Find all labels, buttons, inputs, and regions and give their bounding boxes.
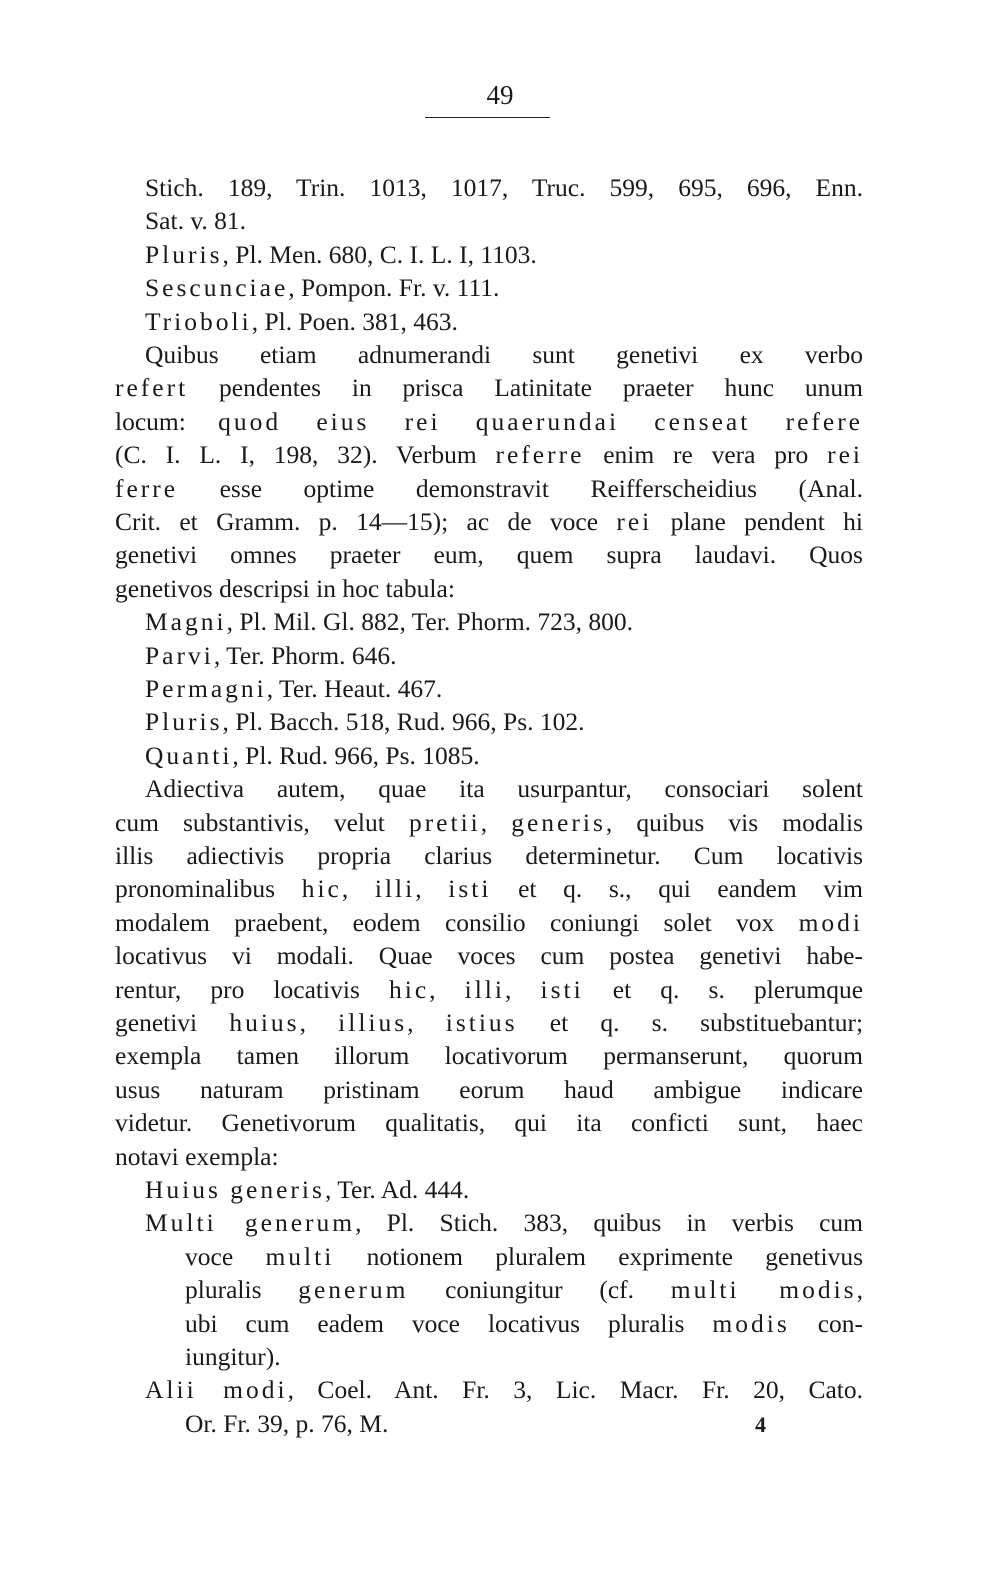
text-line	[185, 1307, 863, 1341]
text-line	[115, 1140, 279, 1174]
text-run: ,	[429, 974, 465, 1004]
text-run: enim re vera pro	[584, 440, 828, 470]
text-run: voce	[185, 1241, 266, 1271]
text-run: notionem pluralem exprimente genetivus	[334, 1241, 863, 1271]
spaced-term: illi	[464, 974, 505, 1004]
spaced-term: isti	[540, 974, 584, 1004]
text-line	[115, 1073, 863, 1107]
spaced-term: Permagni	[145, 674, 267, 703]
text-run: et q. s. substituebantur;	[517, 1008, 864, 1037]
spaced-term: istius	[445, 1008, 518, 1037]
spaced-term: quod eius rei quaerundai censeat refere	[218, 406, 864, 436]
spaced-term: referre	[495, 440, 585, 470]
text-line	[115, 939, 863, 973]
text-line	[115, 973, 863, 1007]
text-run: ,	[407, 1008, 446, 1037]
text-line	[115, 1039, 863, 1073]
text-run: cum substantivis, velut	[115, 807, 409, 837]
text-line	[145, 271, 499, 305]
text-run: , Pl. Bacch. 518, Rud. 966, Ps. 102.	[222, 707, 585, 737]
spaced-term: Trioboli	[145, 306, 252, 336]
text-line	[185, 1240, 863, 1274]
text-run: iungitur).	[185, 1342, 281, 1371]
text-run: esse optime demonstravit Reifferscheidius (Anal.	[178, 473, 863, 503]
spaced-term: Magni	[145, 607, 227, 637]
spaced-term: multi	[265, 1241, 335, 1271]
spaced-term: hic	[388, 974, 430, 1004]
text-run: Stich. 189, Trin. 1013, 1017, Truc. 599, 695, 696, Enn.	[145, 173, 863, 202]
text-run: ,	[480, 807, 512, 837]
spaced-term: Multi generum	[145, 1208, 356, 1238]
text-run: usus naturam pristinam eorum haud ambigue indicare	[115, 1074, 863, 1104]
text-run: et q. s. plerumque	[583, 974, 864, 1004]
text-run: ,	[504, 974, 541, 1004]
text-line	[145, 305, 458, 339]
text-run: Crit. et Gramm. p. 14—15); ac de voce	[115, 507, 617, 536]
page-number: 49	[486, 80, 514, 110]
text-run: Sat. v. 81.	[145, 206, 247, 236]
spaced-term: isti	[448, 874, 492, 904]
text-run: , Pl. Men. 680, C. I. L. I, 1103.	[222, 239, 537, 269]
spaced-term: ferre	[115, 473, 179, 503]
text-line	[145, 739, 480, 773]
text-run: , Pl. Mil. Gl. 882, Ter. Phorm. 723, 800.	[226, 607, 634, 637]
spaced-term: illi	[374, 874, 416, 904]
text-line	[115, 505, 863, 539]
text-line	[145, 204, 246, 238]
spaced-term: modi	[798, 907, 863, 937]
text-run: Quibus etiam adnumerandi sunt genetivi ex verbo	[145, 340, 863, 369]
text-run: ,	[299, 1008, 339, 1037]
text-run: pronominalibus	[115, 874, 302, 904]
text-run: , Ter. Phorm. 646.	[213, 640, 397, 670]
text-run: , Pl. Stich. 383, quibus in verbis cum	[355, 1208, 864, 1238]
text-run: modalem praebent, eodem consilio coniungi solet vox	[115, 907, 799, 937]
text-run: , Pompon. Fr. v. 111.	[288, 273, 500, 303]
spaced-term: generum	[298, 1275, 409, 1305]
spaced-term: generis	[511, 807, 606, 837]
text-run: , Pl. Rud. 966, Ps. 1085.	[232, 740, 480, 770]
text-line	[185, 1407, 388, 1441]
text-line	[115, 371, 863, 405]
spaced-term: illius	[338, 1008, 408, 1037]
text-line	[115, 438, 863, 472]
spaced-term: modis	[712, 1308, 790, 1338]
text-run: , Ter. Ad. 444.	[324, 1175, 470, 1204]
text-run: rentur, pro locativis	[115, 974, 389, 1004]
text-run: notavi exempla:	[115, 1141, 279, 1171]
text-line	[185, 1273, 863, 1307]
text-line	[115, 472, 863, 506]
text-line	[145, 605, 633, 639]
text-run: videtur. Genetivorum qualitatis, qui ita conficti sunt, haec	[115, 1108, 863, 1138]
text-run: ,	[856, 1275, 863, 1305]
text-run: illis adiectivis propria clarius determinetur. Cum locativis	[115, 841, 863, 870]
text-run: coniungitur (cf.	[408, 1275, 671, 1305]
spaced-term: multi modis	[670, 1275, 857, 1305]
signature-mark: 4	[755, 1412, 766, 1437]
text-run: ubi cum eadem voce locativus pluralis	[185, 1308, 713, 1338]
text-run: Or. Fr. 39, p. 76, M.	[185, 1408, 389, 1438]
text-run: plane pendent hi	[652, 507, 863, 536]
text-line	[115, 806, 863, 840]
text-line	[115, 906, 863, 940]
text-line	[145, 705, 585, 739]
spaced-term: Huius generis	[145, 1175, 325, 1204]
text-line	[145, 1173, 469, 1207]
text-line	[145, 1206, 863, 1240]
text-run: et q. s., qui eandem vim	[491, 874, 864, 904]
text-line	[115, 1106, 863, 1140]
text-run: genetivi omnes praeter eum, quem supra laudavi. Quos	[115, 540, 863, 570]
spaced-term: hic	[301, 874, 342, 904]
page-number-rule	[425, 117, 550, 118]
text-run: , Ter. Heaut. 467.	[266, 674, 443, 703]
spaced-term: refert	[115, 373, 189, 403]
text-line	[145, 238, 537, 272]
spaced-term: Sescunciae	[145, 273, 289, 303]
text-line	[145, 772, 863, 806]
spaced-term: Parvi	[145, 640, 214, 670]
spaced-term: rei	[827, 440, 863, 470]
text-run: con-	[789, 1308, 864, 1338]
text-run: , Coel. Ant. Fr. 3, Lic. Macr. Fr. 20, Cato.	[287, 1375, 863, 1405]
text-run: exempla tamen illorum locativorum permanserunt, quorum	[115, 1041, 863, 1071]
text-run: locativus vi modali. Quae voces cum postea genetivi habe-	[115, 941, 863, 971]
text-run: , quibus vis modalis	[605, 807, 864, 837]
text-run: genetivos descripsi in hoc tabula:	[115, 573, 455, 603]
text-run: , Pl. Poen. 381, 463.	[251, 306, 458, 336]
text-line	[145, 171, 863, 205]
text-line	[145, 1373, 863, 1407]
text-run: locum:	[115, 406, 219, 436]
text-line	[115, 572, 455, 606]
text-run: pendentes in prisca Latinitate praeter hunc unum	[188, 373, 863, 403]
text-run: genetivi	[115, 1008, 230, 1037]
text-line	[115, 538, 863, 572]
text-run: pluralis	[185, 1275, 299, 1305]
text-line	[115, 872, 863, 906]
spaced-term: huius	[229, 1008, 300, 1037]
spaced-term: Quanti	[145, 740, 233, 770]
text-line	[145, 672, 442, 706]
text-line	[115, 405, 863, 439]
spaced-term: Alii modi	[145, 1375, 288, 1405]
spaced-term: Pluris	[145, 239, 223, 269]
text-line	[145, 639, 396, 673]
spaced-term: rei	[616, 507, 653, 536]
text-run: Adiectiva autem, quae ita usurpantur, consociari solent	[145, 774, 863, 804]
text-line	[185, 1340, 281, 1374]
text-line	[145, 338, 863, 372]
text-run: ,	[415, 874, 449, 904]
spaced-term: Pluris	[145, 707, 223, 737]
text-run: (C. I. L. I, 198, 32). Verbum	[115, 440, 496, 470]
text-line	[115, 839, 863, 873]
text-run: ,	[341, 874, 375, 904]
text-line	[115, 1006, 863, 1040]
spaced-term: pretii	[408, 807, 481, 837]
